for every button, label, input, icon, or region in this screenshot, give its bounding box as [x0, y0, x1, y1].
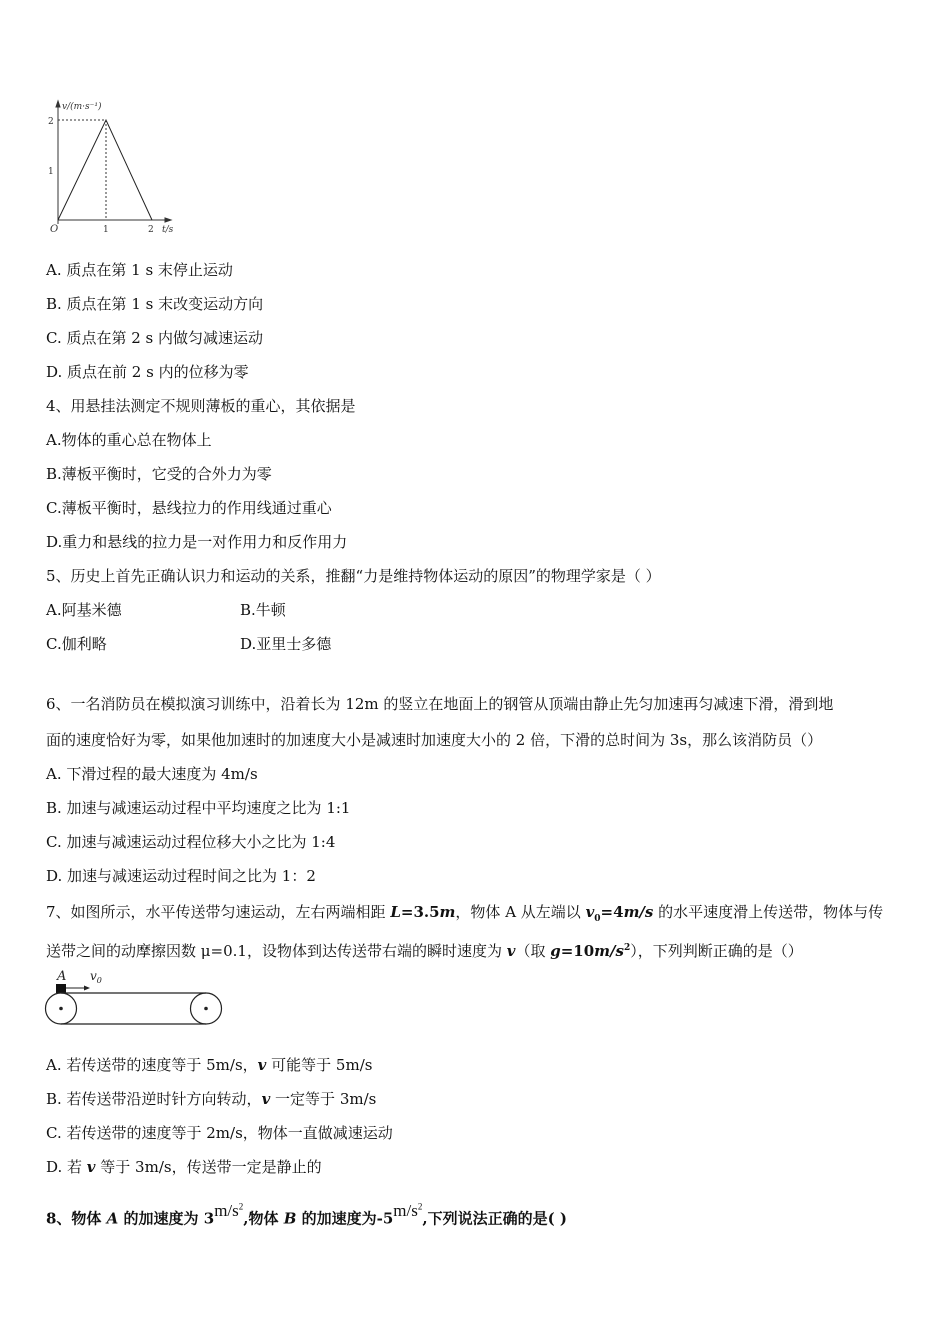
velocity-line: [58, 120, 152, 220]
q5-option-b: B.牛顿: [240, 601, 286, 619]
q7-g-value: =10: [560, 942, 595, 960]
q7-a-part2: 可能等于 5m/s: [266, 1056, 373, 1074]
q8-part5: ,下列说法正确的是( ): [422, 1209, 567, 1228]
q6-option-d: D. 加速与减速运动过程时间之比为 1：2: [46, 867, 316, 885]
q8-stem: [46, 1200, 567, 1229]
velocity-time-graph: [40, 96, 190, 241]
q5-stem: 5、历史上首先正确认识力和运动的关系，推翻“力是维持物体运动的原因”的物理学家是（ ）: [46, 567, 661, 585]
q7-ms-unit: m/s: [623, 903, 654, 921]
q7-d-v: v: [86, 1158, 96, 1176]
q7-line2-part3: ），下列判断正确的是（）: [630, 942, 803, 960]
q4-option-c: C.薄板平衡时，悬线拉力的作用线通过重心: [46, 499, 332, 517]
q7-option-a: [46, 1055, 372, 1075]
q8-B: B: [283, 1209, 297, 1228]
velocity-label-v: v: [90, 969, 97, 983]
q8-A: A: [106, 1209, 119, 1228]
velocity-arrowhead: [84, 986, 90, 991]
q3-option-d: D. 质点在前 2 s 内的位移为零: [46, 363, 249, 381]
q8-unit2: [393, 1201, 422, 1220]
q7-v-symbol: v: [506, 942, 516, 960]
q3-option-a: A. 质点在第 1 s 末停止运动: [46, 261, 233, 279]
y-tick-2: 2: [48, 117, 54, 127]
q7-d-part2: 等于 3m/s，传送带一定是静止的: [95, 1158, 322, 1176]
q7-stem-line2: [46, 938, 803, 961]
q7-L-symbol: L: [390, 903, 401, 921]
left-pulley-axle: [59, 1007, 63, 1011]
origin-label: O: [50, 224, 59, 235]
q7-a-v: v: [257, 1056, 267, 1074]
q7-m-unit: m: [439, 903, 456, 921]
right-pulley-axle: [204, 1007, 208, 1011]
q7-v0-sub: 0: [594, 914, 601, 924]
q8-unit1-text: m/s: [214, 1200, 239, 1220]
q8-part2: 的加速度为 3: [118, 1209, 215, 1228]
q7-b-part2: 一定等于 3m/s: [270, 1090, 377, 1108]
x-axis-arrow: [165, 218, 171, 222]
q8-unit1-sup: 2: [238, 1201, 244, 1211]
q7-stem-part3: 的水平速度滑上传送带，物体与传: [653, 903, 884, 921]
q6-option-c: C. 加速与减速运动过程位移大小之比为 1:4: [46, 833, 336, 851]
q7-g-symbol: g: [550, 942, 561, 960]
q4-option-b: B.薄板平衡时，它受的合外力为零: [46, 465, 272, 483]
velocity-label: [90, 969, 102, 985]
block-a: [56, 984, 66, 993]
q5-option-a: A.阿基米德: [46, 601, 122, 619]
q7-option-d: [46, 1157, 322, 1177]
q8-part4: 的加速度为-5: [296, 1209, 394, 1228]
q6-option-b: B. 加速与减速运动过程中平均速度之比为 1:1: [46, 799, 351, 817]
q8-part3: ,物体: [243, 1209, 284, 1228]
conveyor-belt-figure: [40, 965, 230, 1030]
q7-d-part1: D. 若: [46, 1158, 87, 1176]
q6-stem-line2: 面的速度恰好为零，如果他加速时的加速度大小是减速时加速度大小的 2 倍，下滑的总时间为 3s，那么该消防员（）: [46, 731, 823, 749]
q7-option-b: [46, 1089, 376, 1109]
q7-b-part1: B. 若传送带沿逆时针方向转动，: [46, 1090, 262, 1108]
q7-v0-symbol: v: [585, 903, 595, 921]
y-axis-label: v/(m·s⁻¹): [62, 102, 102, 112]
q4-option-d: D.重力和悬线的拉力是一对作用力和反作用力: [46, 533, 348, 551]
q4-option-a: A.物体的重心总在物体上: [46, 431, 212, 449]
q6-stem-line1: 6、一名消防员在模拟演习训练中，沿着长为 12m 的竖立在地面上的钢管从顶端由静止先匀加速再匀减速下滑，滑到地: [46, 695, 834, 713]
q7-v0-value: =4: [600, 903, 624, 921]
q7-stem-part2: ，物体 A 从左端以: [455, 903, 586, 921]
block-label-a: A: [57, 969, 67, 984]
q5-option-d: D.亚里士多德: [240, 635, 332, 653]
q7-g-sup: 2: [623, 943, 631, 953]
q4-stem: 4、用悬挂法测定不规则薄板的重心，其依据是: [46, 397, 356, 415]
q7-stem-line1: [46, 902, 883, 929]
y-tick-1: 1: [48, 167, 54, 177]
q7-stem-part1: 7、如图所示，水平传送带匀速运动，左右两端相距: [46, 903, 391, 921]
q8-unit1: [214, 1201, 243, 1220]
q8-part1: 8、物体: [46, 1209, 107, 1228]
q8-unit2-text: m/s: [393, 1200, 418, 1220]
q7-a-part1: A. 若传送带的速度等于 5m/s，: [46, 1056, 258, 1074]
velocity-label-sub: 0: [96, 976, 102, 985]
q5-option-c: C.伽利略: [46, 635, 107, 653]
x-tick-2: 2: [148, 225, 154, 235]
y-axis-arrow: [56, 101, 60, 107]
q3-option-c: C. 质点在第 2 s 内做匀减速运动: [46, 329, 264, 347]
x-axis-label: t/s: [162, 225, 174, 235]
q3-option-b: B. 质点在第 1 s 末改变运动方向: [46, 295, 264, 313]
q7-line2-part2: （取: [515, 942, 551, 960]
q7-b-v: v: [261, 1090, 271, 1108]
x-tick-1: 1: [103, 225, 109, 235]
q7-g-unit: m/s: [594, 942, 624, 960]
q8-unit2-sup: 2: [417, 1201, 423, 1211]
q7-option-c: C. 若传送带的速度等于 2m/s，物体一直做减速运动: [46, 1124, 393, 1142]
q6-option-a: A. 下滑过程的最大速度为 4m/s: [46, 765, 258, 783]
q7-L-value: =3.5: [400, 903, 440, 921]
q7-line2-part1: 送带之间的动摩擦因数 μ=0.1，设物体到达传送带右端的瞬时速度为: [46, 942, 507, 960]
